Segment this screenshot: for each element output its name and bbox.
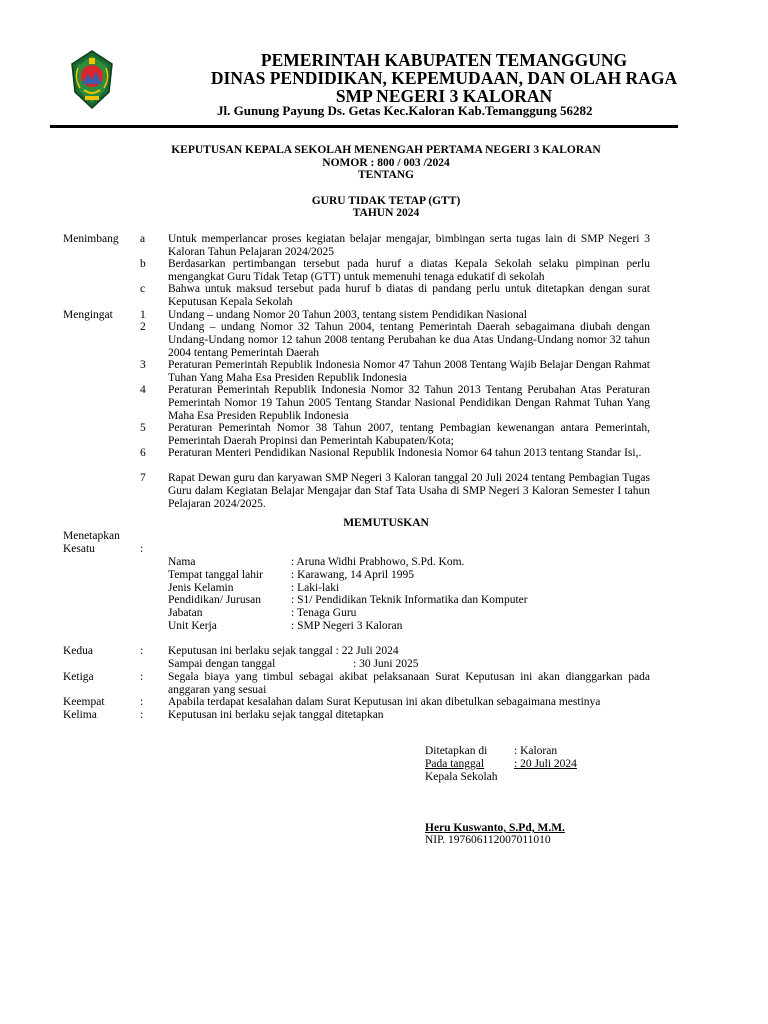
- signatory-position: Kepala Sekolah: [425, 771, 498, 783]
- mengingat-item: Rapat Dewan guru dan karyawan SMP Negeri 3 Kaloran tanggal 20 Juli 2024 tentang Pembagian Tugas Guru dalam Kegiatan Belajar Mengajar dan Staf Tata Usaha di SMP Negeri 3 Kaloran Semester I tahun Pelajaran 2024/2025.: [168, 472, 650, 510]
- memutuskan-heading: MEMUTUSKAN: [343, 517, 429, 529]
- mengingat-mark: 1: [140, 309, 146, 321]
- decree-number: NOMOR : 800 / 003 /2024: [322, 157, 450, 169]
- regency-crest-logo: [68, 50, 116, 110]
- kesatu-colon: :: [140, 543, 144, 555]
- menimbang-mark: b: [140, 258, 146, 270]
- kedua-label: Kedua: [63, 645, 94, 657]
- menimbang-item: Berdasarkan pertimbangan tersebut pada huruf a diatas Kepala Sekolah selaku pimpinan perlu mengangkat Guru Tidak Tetap (GTT) untuk memenuhi tenaga edukatif di sekolah: [168, 258, 650, 283]
- kedua-colon: :: [140, 645, 144, 657]
- keempat-text: Apabila terdapat kesalahan dalam Surat Keputusan ini akan dibetulkan sebagaimana mestinya: [168, 696, 601, 708]
- field-label: Nama: [168, 556, 196, 568]
- field-value: : Karawang, 14 April 1995: [291, 569, 414, 581]
- field-label: Jabatan: [168, 607, 203, 619]
- header-address: Jl. Gunung Payung Ds. Getas Kec.Kaloran Kab.Temanggung 56282: [217, 103, 593, 118]
- menimbang-mark: c: [140, 283, 146, 295]
- decree-year: TAHUN 2024: [352, 207, 420, 219]
- mengingat-mark: 5: [140, 422, 146, 434]
- mengingat-mark: 6: [140, 447, 146, 459]
- field-label: Tempat tanggal lahir: [168, 569, 263, 581]
- ditetapkan-value: : Kaloran: [514, 745, 558, 757]
- tanggal-label: Pada tanggal: [425, 758, 485, 770]
- tanggal-value: : 20 Juli 2024: [514, 758, 577, 770]
- menimbang-mark: a: [140, 233, 146, 245]
- kelima-text: Keputusan ini berlaku sejak tanggal ditetapkan: [168, 709, 384, 721]
- field-value: : Tenaga Guru: [291, 607, 357, 619]
- mengingat-label: Mengingat: [63, 309, 113, 321]
- signatory-nip: NIP. 197606112007011010: [425, 834, 551, 846]
- field-label: Unit Kerja: [168, 620, 217, 632]
- ditetapkan-label: Ditetapkan di: [425, 745, 488, 757]
- header-school: SMP NEGERI 3 KALORAN: [335, 86, 553, 106]
- kedua-start-date: Keputusan ini berlaku sejak tanggal : 22 Juli 2024: [168, 645, 399, 657]
- kelima-colon: :: [140, 709, 144, 721]
- field-value: : Laki-laki: [291, 582, 340, 594]
- mengingat-item: Undang – undang Nomor 32 Tahun 2004, tentang Pemerintah Daerah sebagaimana diubah dengan Undang-Undang nomor 12 tahun 2008 tentang Perubahan ke dua Atas Undang-Undang nomor 32 tahun 2004 tentang Pemerintah Daerah: [168, 321, 650, 359]
- field-value: : Aruna Widhi Prabhowo, S.Pd. Kom.: [291, 556, 465, 568]
- mengingat-mark: 2: [140, 321, 146, 333]
- field-label: Pendidikan/ Jurusan: [168, 594, 261, 606]
- decree-subject: GURU TIDAK TETAP (GTT): [311, 195, 461, 207]
- keempat-colon: :: [140, 696, 144, 708]
- ketiga-label: Ketiga: [63, 671, 94, 683]
- decree-title: KEPUTUSAN KEPALA SEKOLAH MENENGAH PERTAMA NEGERI 3 KALORAN: [171, 144, 601, 156]
- header-department: DINAS PENDIDIKAN, KEPEMUDAAN, DAN OLAH RAGA: [210, 68, 678, 88]
- mengingat-item: Undang – undang Nomor 20 Tahun 2003, tentang sistem Pendidikan Nasional: [168, 309, 527, 321]
- header-divider: [50, 125, 678, 128]
- decree-tentang: TENTANG: [357, 169, 415, 181]
- mengingat-item: Peraturan Menteri Pendidikan Nasional Republik Indonesia Nomor 64 tahun 2013 tentang Standar Isi,.: [168, 447, 642, 459]
- kelima-label: Kelima: [63, 709, 97, 721]
- ketiga-text: Segala biaya yang timbul sebagai akibat pelaksanaan Surat Keputusan ini akan dianggarkan pada anggaran yang sesuai: [168, 671, 650, 696]
- signatory-name: Heru Kuswanto, S.Pd, M.M.: [425, 822, 565, 834]
- mengingat-item: Peraturan Pemerintah Nomor 38 Tahun 2007, tentang Pembagian kewenangan antara Pemerintah, Pemerintah Daerah Propinsi dan Pemerintah Kabupaten/Kota;: [168, 422, 650, 447]
- menetapkan-label: Menetapkan: [63, 530, 120, 542]
- kedua-end-date: : 30 Juni 2025: [353, 658, 419, 670]
- menimbang-item: Untuk memperlancar proses kegiatan belajar mengajar, bimbingan serta tugas lain di SMP Negeri 3 Kaloran Tahun Pelajaran 2024/2025: [168, 233, 650, 258]
- menimbang-label: Menimbang: [63, 233, 119, 245]
- kedua-end-label: Sampai dengan tanggal: [168, 658, 276, 670]
- keempat-label: Keempat: [63, 696, 105, 708]
- mengingat-mark: 4: [140, 384, 146, 396]
- mengingat-mark: 3: [140, 359, 146, 371]
- menimbang-item: Bahwa untuk maksud tersebut pada huruf b diatas di pandang perlu untuk ditetapkan dengan surat Keputusan Kepala Sekolah: [168, 283, 650, 308]
- field-label: Jenis Kelamin: [168, 582, 234, 594]
- kesatu-label: Kesatu: [63, 543, 95, 555]
- mengingat-item: Peraturan Pemerintah Republik Indonesia Nomor 47 Tahun 2008 Tentang Wajib Belajar Dengan Rahmat Tuhan Yang Maha Esa Presiden Republik Indonesia: [168, 359, 650, 384]
- header-government: PEMERINTAH KABUPATEN TEMANGGUNG: [260, 50, 628, 70]
- mengingat-mark: 7: [140, 472, 146, 484]
- field-value: : SMP Negeri 3 Kaloran: [291, 620, 403, 632]
- mengingat-item: Peraturan Pemerintah Republik Indonesia Nomor 32 Tahun 2013 Tentang Perubahan Atas Peraturan Pemerintah Nomor 19 Tahun 2005 Tentang Standar Nasional Pendidikan Dengan Rahmat Tuhan Yang Maha Esa Presiden Republik Indonesia: [168, 384, 650, 422]
- ketiga-colon: :: [140, 671, 144, 683]
- field-value: : S1/ Pendidikan Teknik Informatika dan Komputer: [291, 594, 528, 606]
